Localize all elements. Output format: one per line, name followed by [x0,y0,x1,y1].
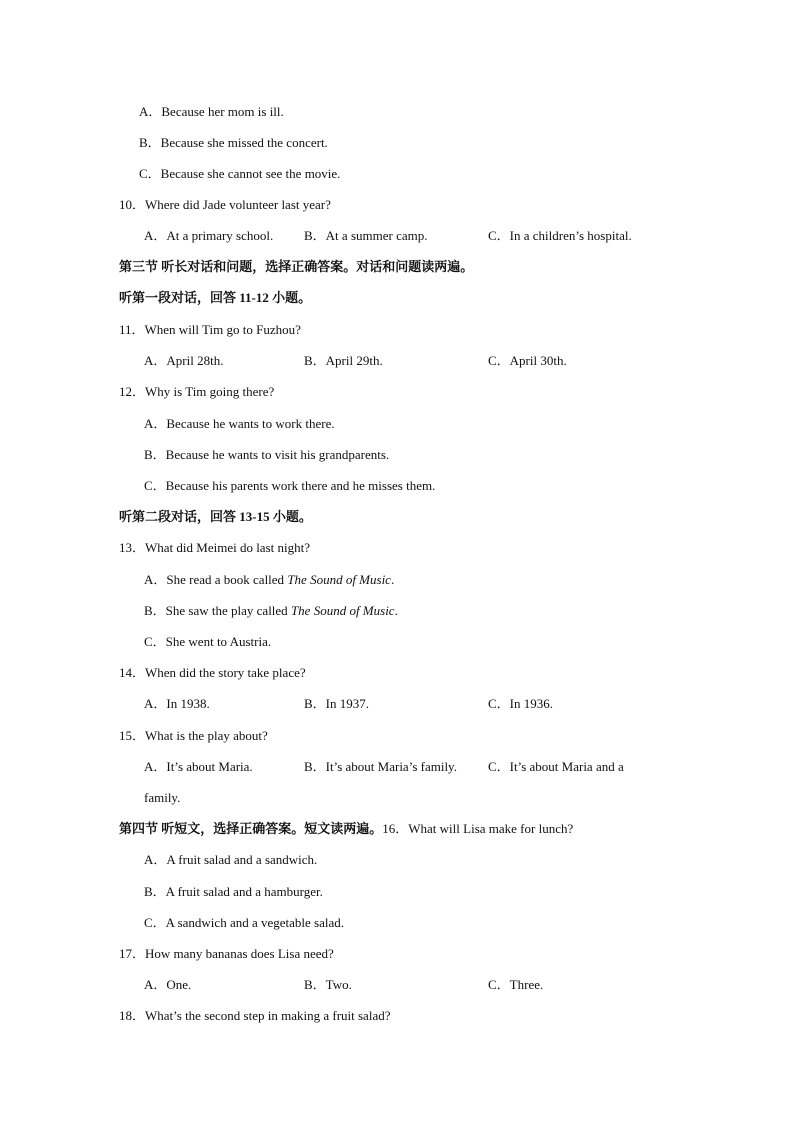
q15-question: 15．What is the play about? [119,728,268,743]
q16-option-b: B．A fruit salad and a hamburger. [144,884,323,899]
dialog1-header: 听第一段对话，回答 11-12 小题。 [119,290,312,305]
q14-question: 14．When did the story take place? [119,665,306,680]
q10-option-b: B．At a summer camp. [304,228,428,243]
q15-option-a: A．It’s about Maria. [144,759,253,774]
q17-option-b: B．Two. [304,977,352,992]
section4-line [119,821,573,837]
q15-option-c-continuation: family. [144,790,181,805]
q10-question: 10．Where did Jade volunteer last year? [119,197,331,212]
q13-option-a-period: . [390,572,395,587]
q11-question: 11．When will Tim go to Fuzhou? [119,322,301,337]
q17-option-a: A．One. [144,977,192,992]
q12-option-a: A．Because he wants to work there. [144,416,335,431]
q9-option-c: C．Because she cannot see the movie. [139,166,341,181]
q13-question: 13．What did Meimei do last night? [119,540,310,555]
q17-option-c: C．Three. [488,977,544,992]
section3-header: 第三节 听长对话和问题，选择正确答案。对话和问题读两遍。 [119,259,474,274]
q13-option-b-title: The Sound of Music [290,603,395,618]
section4-header: 第四节 听短文，选择正确答案。短文读两遍。 [119,821,383,836]
q12-option-b: B．Because he wants to visit his grandparents. [144,447,390,462]
q13-option-b-period: . [394,603,398,618]
q10-option-a: A．At a primary school. [144,228,274,243]
q11-option-a: A．April 28th. [144,353,224,368]
q12-question: 12．Why is Tim going there? [119,384,275,399]
q14-option-c: C．In 1936. [488,696,554,711]
q15-option-c: C．It’s about Maria and a [488,759,624,774]
q18-question: 18．What’s the second step in making a fruit salad? [119,1008,391,1023]
q16-question: 16．What will Lisa make for lunch? [382,821,574,836]
q13-option-a-title: The Sound of Music [287,572,391,587]
dialog2-header: 听第二段对话，回答 13-15 小题。 [119,509,312,524]
q12-option-c: C．Because his parents work there and he misses them. [144,478,436,493]
q11-option-c: C．April 30th. [488,353,567,368]
q16-option-c: C．A sandwich and a vegetable salad. [144,915,344,930]
q13-option-a-text: A．She read a book called [144,572,288,587]
q13-option-c: C．She went to Austria. [144,634,272,649]
q10-option-c: C．In a children’s hospital. [488,228,632,243]
q16-option-a: A．A fruit salad and a sandwich. [144,852,318,867]
q11-option-b: B．April 29th. [304,353,383,368]
q13-option-a [144,572,394,588]
q9-option-b: B．Because she missed the concert. [139,135,328,150]
q17-question: 17．How many bananas does Lisa need? [119,946,334,961]
q9-option-a: A．Because her mom is ill. [139,104,284,119]
q13-option-b [144,603,398,619]
q13-option-b-text: B．She saw the play called [144,603,291,618]
q14-option-a: A．In 1938. [144,696,210,711]
q15-option-b: B．It’s about Maria’s family. [304,759,457,774]
q14-option-b: B．In 1937. [304,696,370,711]
